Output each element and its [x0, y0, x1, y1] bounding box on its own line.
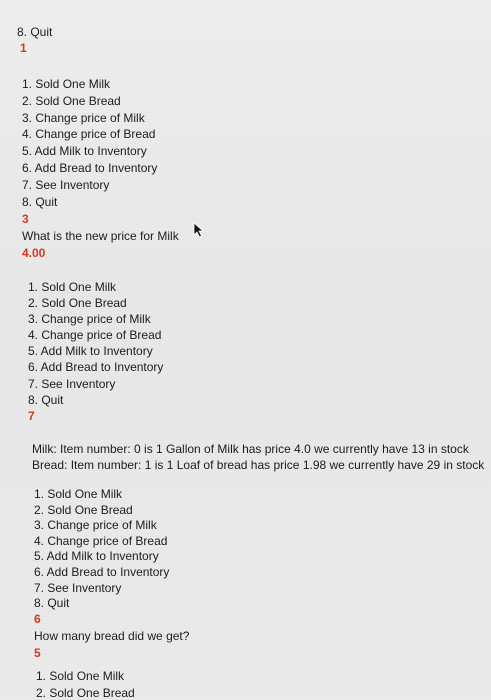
- inventory-milk-line: Milk: Item number: 0 is 1 Gallon of Milk has price 4.0 we currently have 13 in stock: [32, 442, 469, 456]
- menu-block-2: [28, 279, 163, 408]
- prompt-new-milk-price: What is the new price for Milk: [22, 228, 179, 243]
- menu-item-sold-milk: 1. Sold One Milk: [36, 669, 125, 683]
- inventory-bread-line: Bread: Item number: 1 is 1 Loaf of bread has price 1.98 we currently have 29 in stock: [32, 458, 485, 472]
- user-answer: 5: [34, 645, 41, 660]
- menu-item-change-milk-price: 3. Change price of Milk: [22, 110, 145, 125]
- menu-item-sold-milk: 1. Sold One Milk: [28, 280, 117, 294]
- response-block-1: [22, 211, 179, 261]
- user-input: 6: [34, 612, 41, 626]
- menu-item-sold-milk: 1. Sold One Milk: [34, 487, 123, 501]
- menu-item-quit: 8. Quit: [34, 596, 70, 611]
- menu-item-change-bread-price: 4. Change price of Bread: [28, 328, 162, 343]
- menu-item-quit: 8. Quit: [22, 194, 58, 209]
- menu-item-change-bread-price: 4. Change price of Bread: [34, 533, 168, 548]
- menu-block-4: [36, 668, 135, 700]
- inventory-listing: [32, 441, 484, 473]
- top-user-input: [20, 40, 27, 57]
- menu-item-add-bread: 6. Add Bread to Inventory: [28, 360, 164, 375]
- menu-item-add-milk: 5. Add Milk to Inventory: [28, 344, 153, 359]
- response-block-2: [28, 408, 35, 425]
- menu-item-sold-bread: 2. Sold One Bread: [36, 685, 135, 700]
- menu-item-sold-bread: 2. Sold One Bread: [22, 93, 121, 108]
- menu-item-sold-milk: 1. Sold One Milk: [22, 77, 111, 91]
- menu-item-add-bread: 6. Add Bread to Inventory: [34, 564, 170, 579]
- menu-block-3: [34, 487, 169, 612]
- user-input: 7: [28, 409, 35, 423]
- prompt-bread-received: How many bread did we get?: [34, 628, 190, 643]
- menu-item-see-inventory: 7. See Inventory: [22, 177, 110, 192]
- menu-item-change-milk-price: 3. Change price of Milk: [28, 312, 151, 327]
- top-quit-line: [17, 24, 52, 41]
- menu-item-sold-bread: 2. Sold One Bread: [28, 296, 127, 311]
- menu-item-change-milk-price: 3. Change price of Milk: [34, 518, 157, 533]
- menu-item-see-inventory: 7. See Inventory: [28, 376, 116, 391]
- menu-item-add-milk: 5. Add Milk to Inventory: [34, 549, 159, 564]
- menu-item-quit: 8. Quit: [28, 392, 64, 407]
- menu-item-add-milk: 5. Add Milk to Inventory: [22, 144, 147, 159]
- user-input: 3: [22, 212, 29, 226]
- mouse-pointer-icon: [191, 222, 205, 238]
- user-answer: 4.00: [22, 245, 46, 260]
- menu-item-sold-bread: 2. Sold One Bread: [34, 502, 133, 517]
- menu-block-1: [22, 76, 157, 210]
- menu-item-see-inventory: 7. See Inventory: [34, 580, 122, 595]
- user-input: 1: [20, 41, 27, 55]
- menu-item-quit: 8. Quit: [17, 25, 53, 39]
- response-block-3: [34, 611, 189, 661]
- menu-item-add-bread: 6. Add Bread to Inventory: [22, 160, 158, 175]
- menu-item-change-bread-price: 4. Change price of Bread: [22, 127, 156, 142]
